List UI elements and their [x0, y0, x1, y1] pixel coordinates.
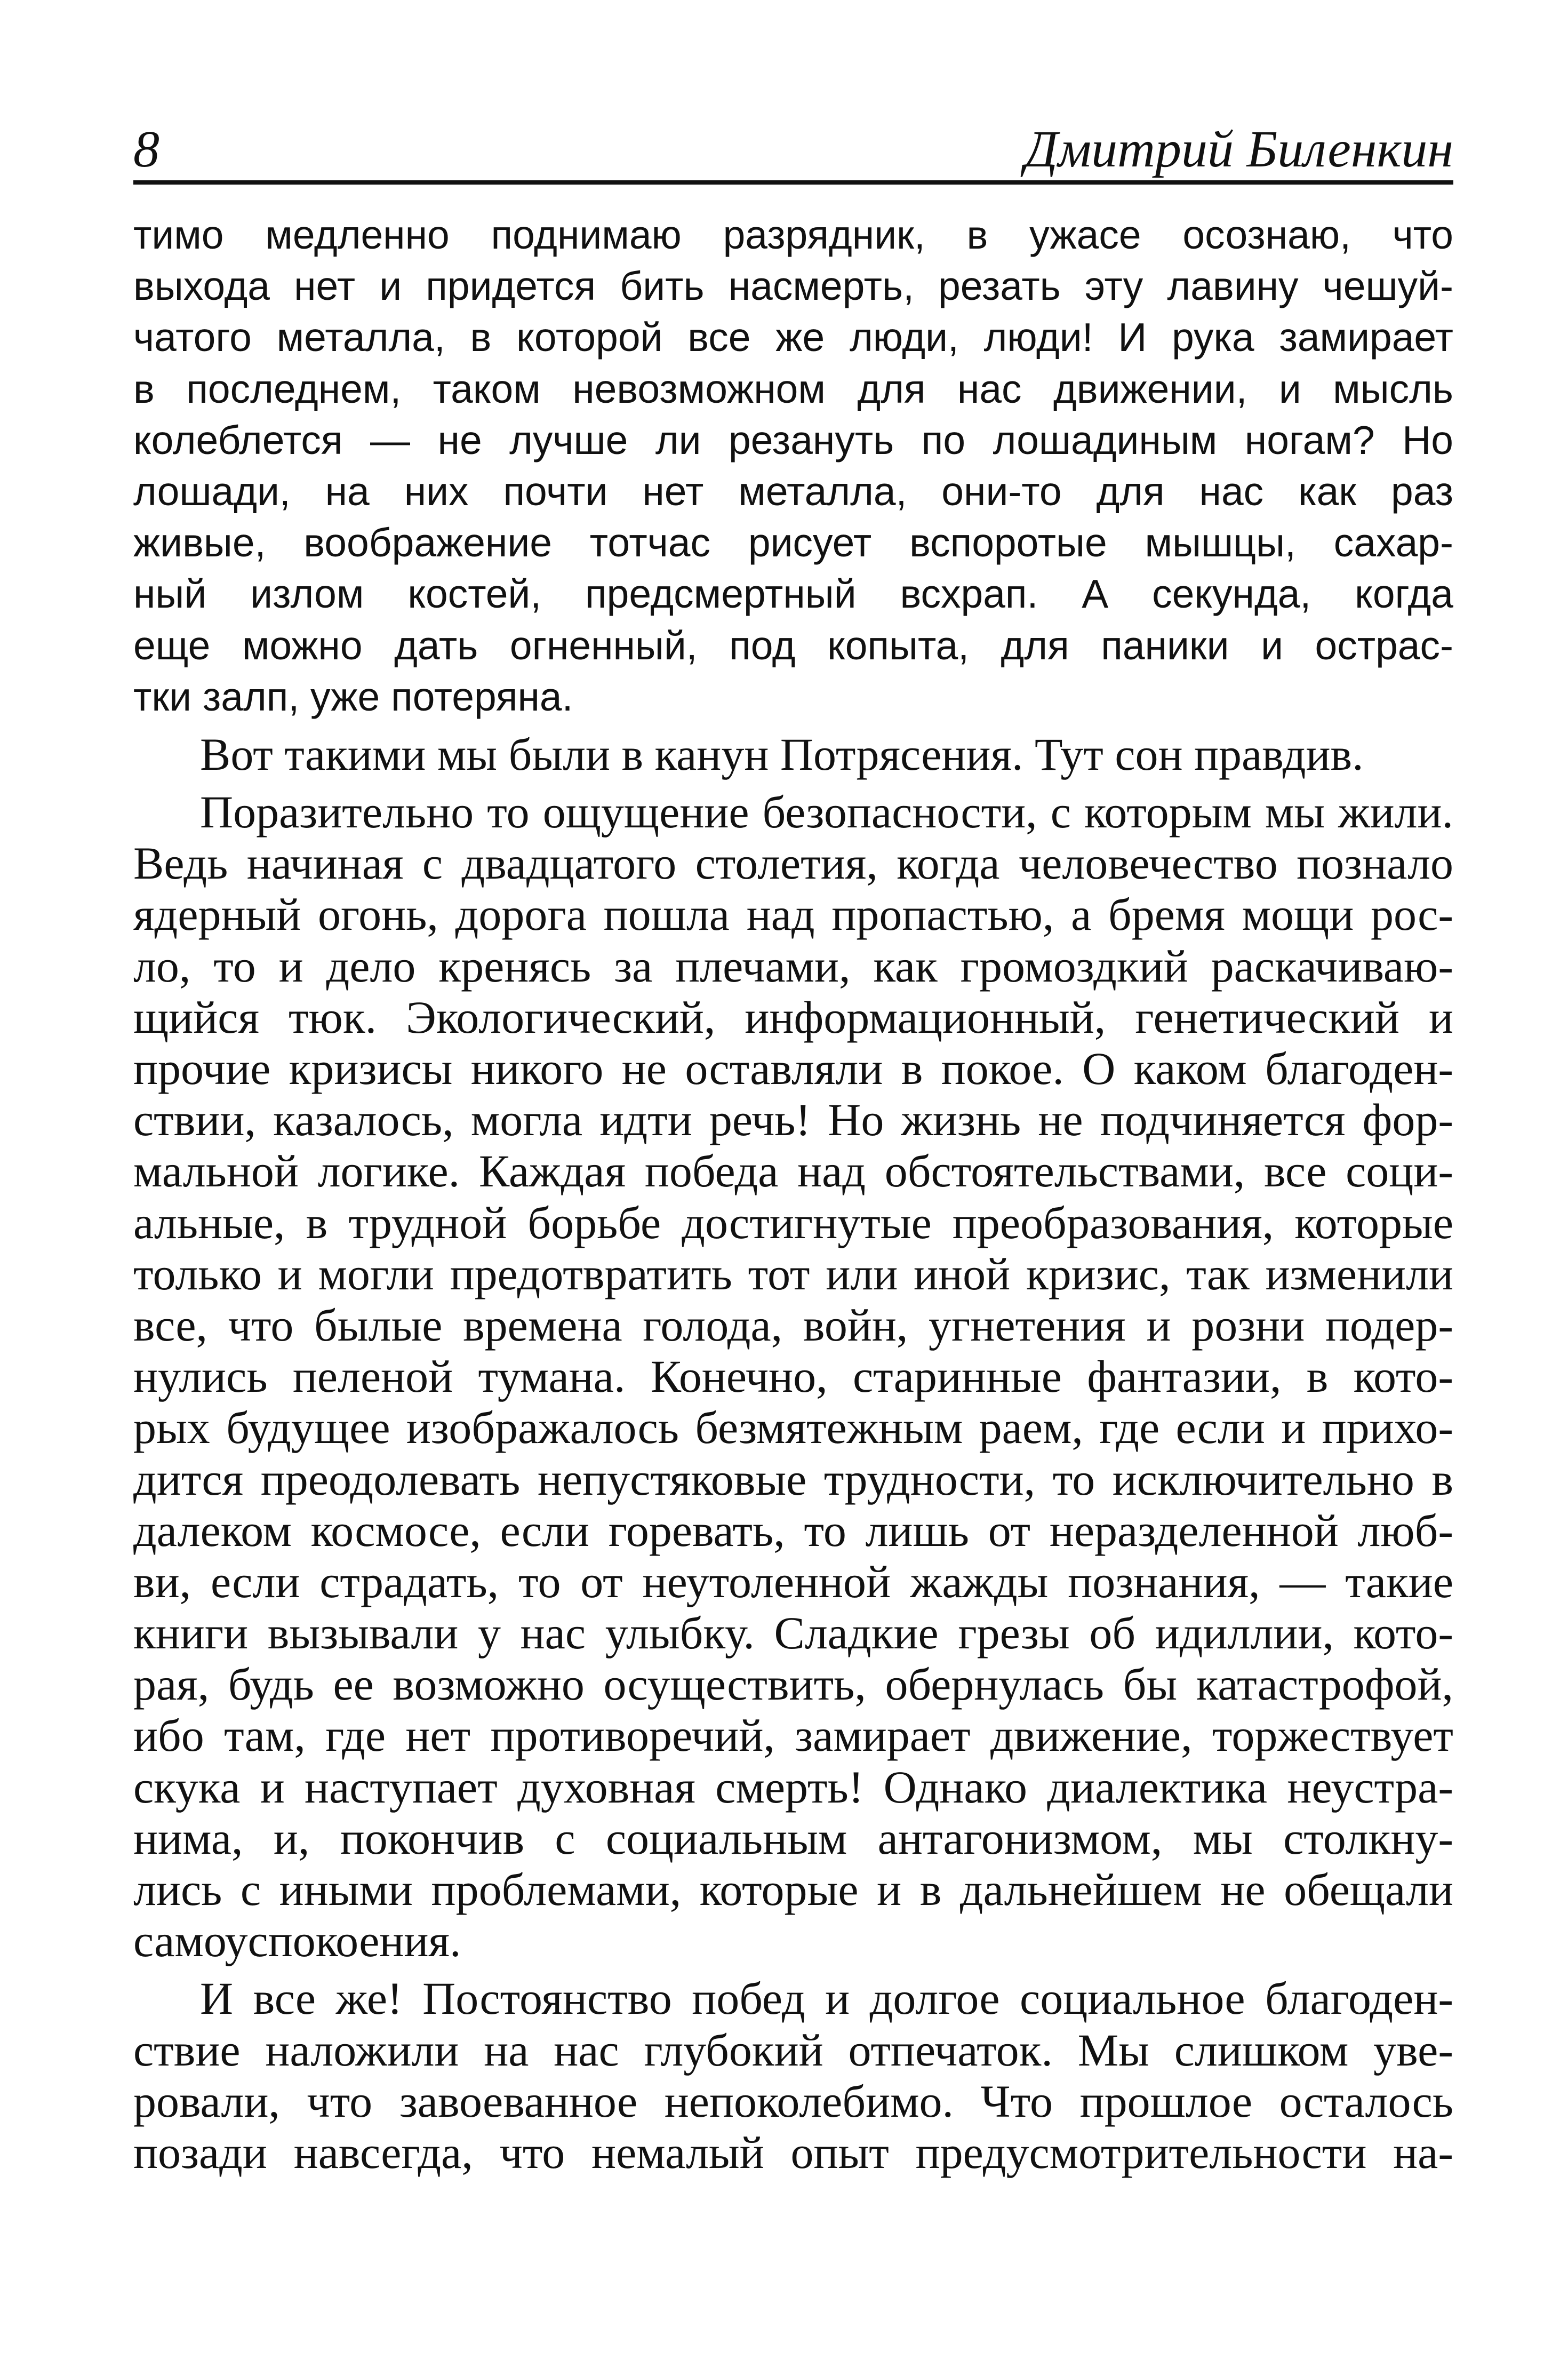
text-line: книги вызывали у нас улыбку. Сладкие грезы об идиллии, кото- — [133, 1607, 1453, 1659]
text-line: скука и наступает духовная смерть! Однако диалектика неустра- — [133, 1761, 1453, 1813]
text-line: мальной логике. Каждая победа над обстоятельствами, все соци- — [133, 1145, 1453, 1197]
text-line: ный излом костей, предсмертный всхрап. А секунда, когда — [133, 571, 1453, 617]
text-line: дится преодолевать непустяковые трудности, то исключительно в — [133, 1453, 1453, 1505]
text-line: нулись пеленой тумана. Конечно, старинные фантазии, в кото- — [133, 1351, 1453, 1402]
text-line: колеблется — не лучше ли резануть по лошадиным ногам? Но — [133, 417, 1453, 463]
text-line: позади навсегда, что немалый опыт предусмотрительности на- — [133, 2126, 1453, 2178]
paragraph — [133, 786, 1453, 1966]
text-line: Поразительно то ощущение безопасности, с которым мы жили. — [200, 786, 1453, 838]
text-line: ствие наложили на нас глубокий отпечаток. Мы слишком уве- — [133, 2024, 1453, 2076]
text-line: далеком космосе, если горевать, то лишь от неразделенной люб- — [133, 1504, 1453, 1556]
text-line: ибо там, где нет противоречий, замирает движение, торжествует — [133, 1710, 1453, 1761]
text-line: Ведь начиная с двадцатого столетия, когда человечество познало — [133, 838, 1453, 889]
text-line: ствии, казалось, могла идти речь! Но жизнь не подчиняется фор- — [133, 1094, 1453, 1146]
paragraph — [133, 209, 1453, 722]
text-line: рых будущее изображалось безмятежным раем, где если и прихо- — [133, 1402, 1453, 1454]
text-line: выхода нет и придется бить насмерть, резать эту лавину чешуй- — [133, 264, 1453, 309]
text-line: прочие кризисы никого не оставляли в покое. О каком благоден- — [133, 1043, 1453, 1094]
text-line: чатого металла, в которой все же люди, люди! И рука замирает — [133, 315, 1453, 360]
text-line: все, что былые времена голода, войн, угнетения и розни подер- — [133, 1299, 1453, 1351]
running-title-author: Дмитрий Биленкин — [1025, 121, 1453, 178]
text-line: лошади, на них почти нет металла, они-то для нас как раз — [133, 468, 1453, 514]
running-head — [133, 115, 1453, 184]
text-line: нима, и, покончив с социальным антагонизмом, мы столкну- — [133, 1812, 1453, 1864]
text-line: ровали, что завоеванное непоколебимо. Что прошлое осталось — [133, 2075, 1453, 2127]
text-line: только и могли предотвратить тот или иной кризис, так изменили — [133, 1248, 1453, 1299]
text-line: И все же! Постоянство побед и долгое социальное благоден- — [200, 1973, 1453, 2024]
text-line: живые, воображение тотчас рисует вспоротые мышцы, сахар- — [133, 520, 1453, 565]
text-line: в последнем, таком невозможном для нас движении, и мысль — [133, 366, 1453, 411]
text-line: тки залп, уже потеряна. — [133, 674, 573, 719]
text-line: альные, в трудной борьбе достигнутые преобразования, которые — [133, 1197, 1453, 1248]
page-number: 8 — [133, 121, 159, 178]
text-line: тимо медленно поднимаю разрядник, в ужасе осознаю, что — [133, 212, 1453, 257]
header-rule — [133, 180, 1453, 185]
text-line: ви, если страдать, то от неутоленной жажды познания, — такие — [133, 1556, 1453, 1607]
text-line: ядерный огонь, дорога пошла над пропастью, а бремя мощи рос- — [133, 889, 1453, 940]
paragraph — [133, 1973, 1453, 2178]
paragraph — [133, 729, 1453, 780]
text-line: рая, будь ее возможно осуществить, обернулась бы катастрофой, — [133, 1659, 1453, 1710]
body-text — [133, 209, 1453, 2178]
text-line: лись с иными проблемами, которые и в дальнейшем не обещали — [133, 1864, 1453, 1915]
text-line: самоуспокоения. — [133, 1915, 461, 1967]
text-line: щийся тюк. Экологический, информационный, генетический и — [133, 991, 1453, 1043]
text-line: еще можно дать огненный, под копыта, для паники и острас- — [133, 623, 1453, 668]
text-line: Вот такими мы были в канун Потрясения. Тут сон правдив. — [200, 728, 1364, 780]
text-line: ло, то и дело кренясь за плечами, как громоздкий раскачиваю- — [133, 940, 1453, 992]
